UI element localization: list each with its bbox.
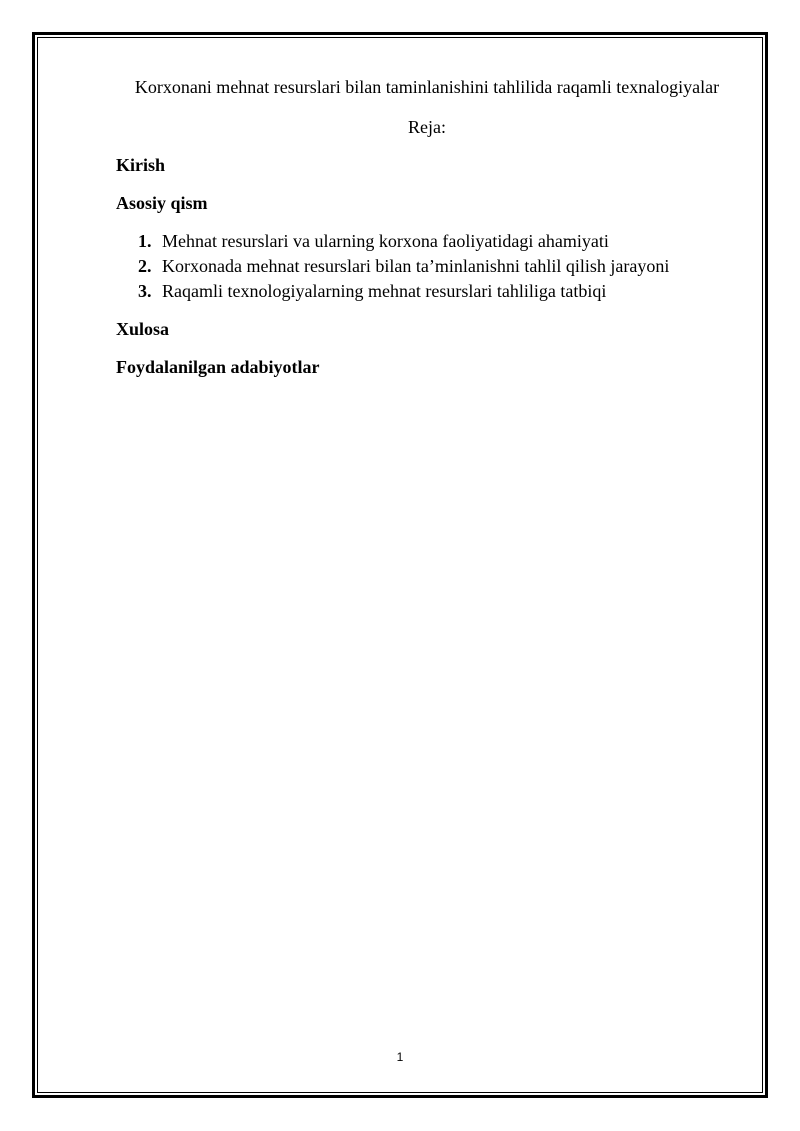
list-item-text: Mehnat resurslari va ularning korxona faoliyatidagi ahamiyati	[162, 231, 609, 251]
page-number: 1	[396, 1050, 404, 1064]
list-item-text: Korxonada mehnat resurslari bilan ta’minlanishni tahlil qilish jarayoni	[162, 256, 670, 276]
list-item	[138, 229, 669, 254]
intro-heading: Kirish	[116, 155, 166, 175]
outline-list	[138, 229, 669, 304]
document-title: Korxonani mehnat resurslari bilan taminlanishini tahlilida raqamli texnalogiyalar	[134, 77, 720, 97]
list-item-number: 3.	[138, 281, 152, 301]
list-item-number: 2.	[138, 256, 152, 276]
list-item	[138, 279, 669, 304]
conclusion-heading: Xulosa	[116, 319, 170, 339]
main-part-heading: Asosiy qism	[116, 193, 208, 213]
references-heading: Foydalanilgan adabiyotlar	[116, 357, 320, 377]
list-item	[138, 254, 669, 279]
list-item-number: 1.	[138, 231, 152, 251]
plan-label: Reja:	[408, 117, 446, 137]
list-item-text: Raqamli texnologiyalarning mehnat resurslari tahliliga tatbiqi	[162, 281, 607, 301]
